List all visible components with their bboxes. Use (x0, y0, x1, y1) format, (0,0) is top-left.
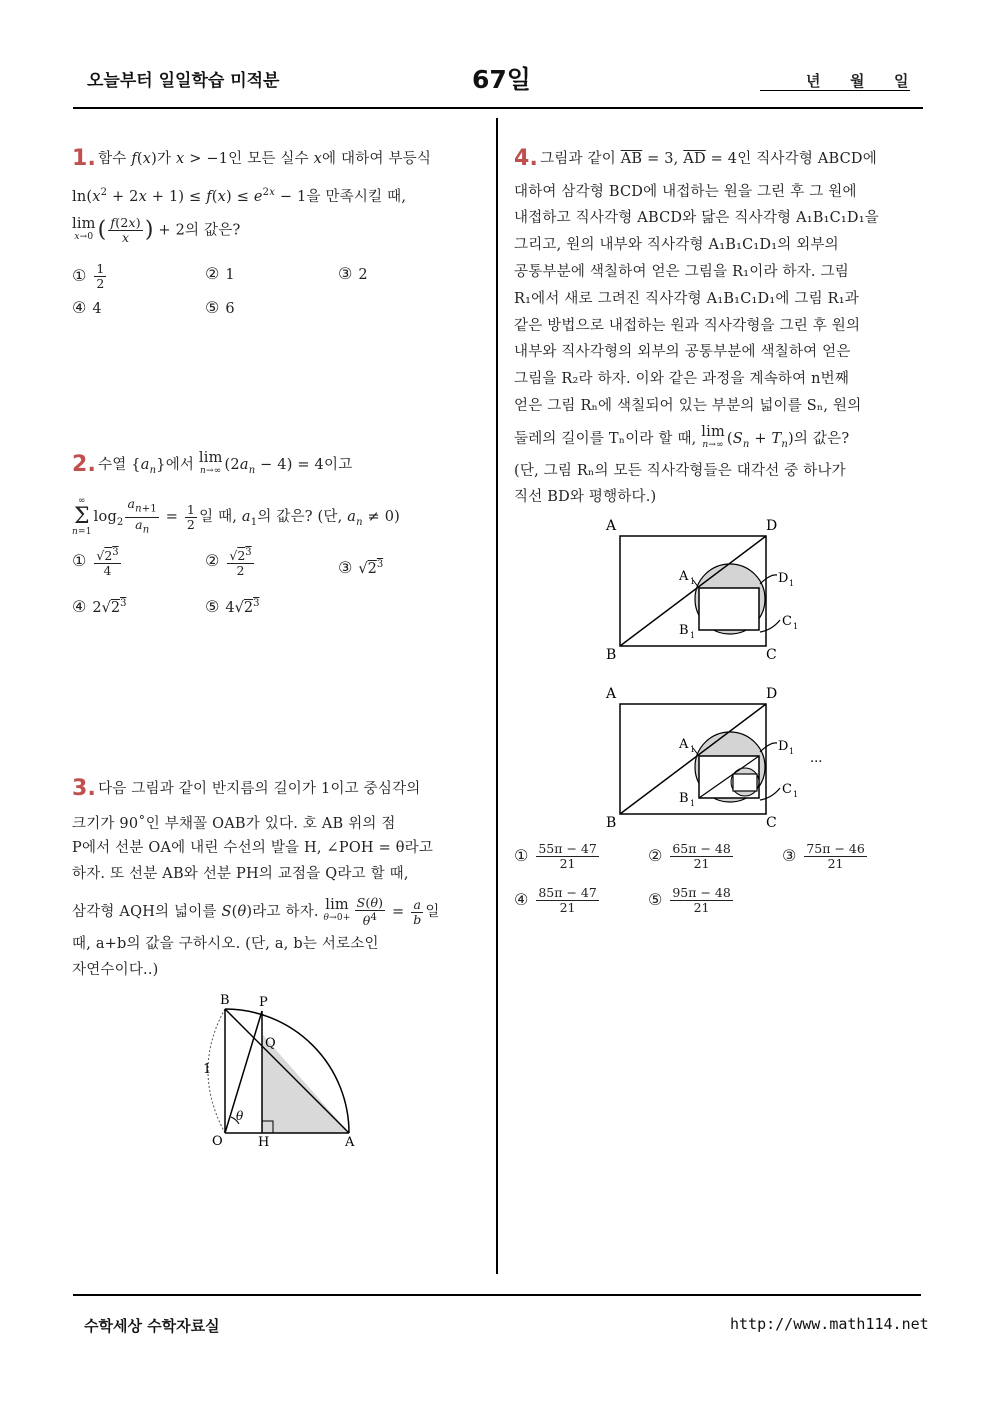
header-title: 오늘부터 일일학습 미적분 (87, 71, 280, 91)
choice-1[interactable]: ① $\frac{55\pi - 47}{21}$ (514, 841, 597, 871)
rect-a2b2c2d2 (733, 774, 757, 791)
svg-text:1: 1 (690, 631, 696, 640)
label-a: A (606, 518, 617, 534)
svg-text:1: 1 (789, 747, 795, 756)
label-q: Q (265, 1036, 276, 1051)
rect-a1b1c1d1 (699, 588, 759, 630)
choice-5[interactable]: ⑤ 6 (205, 298, 235, 317)
inequality: $\ln(x^2 + 2x + 1) \le f(x) \le e^{2x} - 1$을 만족시킬 때, (72, 187, 407, 205)
label-b: B (606, 815, 617, 831)
label-h: H (258, 1135, 270, 1150)
segment-op (225, 1011, 262, 1133)
label-a1: A (679, 569, 689, 584)
label-c: C (766, 647, 777, 663)
footer-rule (73, 1294, 921, 1296)
figure-r1 (600, 512, 810, 667)
svg-text:1: 1 (690, 745, 696, 754)
question-number: 3. (72, 776, 97, 801)
date-day-label: 일 (894, 72, 909, 90)
ellipsis: ... (810, 751, 823, 766)
limit-expression: 둘레의 길이를 Tₙ이라 할 때, lim n→∞ $(S_n + T_n)$의 값은? (514, 424, 850, 450)
choice-4[interactable]: ④ $2√2^3$ (72, 596, 127, 616)
label-a: A (606, 686, 617, 702)
svg-text:1: 1 (690, 577, 696, 586)
limit-expression: 삼각형 AQH의 넓이를 S(θ)라고 하자. lim θ→0+ $\frac{S(\theta)}{\theta^4}$ = $\frac{a}{b}$ 일 (72, 895, 440, 929)
label-o: O (212, 1134, 223, 1149)
label-a: A (345, 1135, 355, 1150)
svg-text:1: 1 (793, 790, 799, 799)
column-divider (496, 118, 498, 1274)
label-a1: A (679, 737, 689, 752)
label-c1: C (782, 782, 792, 797)
svg-text:1: 1 (690, 799, 696, 808)
question-number: 1. (72, 146, 97, 171)
footer-site-name: 수학세상 수학자료실 (84, 1317, 220, 1335)
label-one: 1 (203, 1062, 212, 1077)
svg-text:1: 1 (789, 579, 795, 588)
label-d1: D (778, 739, 789, 754)
date-field[interactable] (760, 70, 910, 91)
choice-5[interactable]: ⑤ $4√2^3$ (205, 596, 260, 616)
choice-4[interactable]: ④ $\frac{85\pi - 47}{21}$ (514, 885, 597, 915)
choice-2[interactable]: ② $\frac{65\pi - 48}{21}$ (648, 841, 731, 871)
choice-1[interactable]: ① $\frac{1}{2}$ (72, 261, 105, 291)
label-c: C (766, 815, 777, 831)
label-b: B (220, 993, 230, 1008)
label-b1: B (679, 623, 689, 638)
sector-figure (195, 990, 370, 1150)
choice-5[interactable]: ⑤ $\frac{95\pi - 48}{21}$ (648, 885, 731, 915)
choice-3[interactable]: ③ 2 (338, 264, 368, 283)
label-theta: θ (236, 1109, 244, 1123)
svg-text:1: 1 (793, 622, 799, 631)
limit-expression: lim x→0 ( $\frac{f(2x)}{x}$ ) + 2의 값은? (72, 215, 241, 245)
day-number: 67일 (472, 65, 531, 94)
label-d1: D (778, 571, 789, 586)
choice-4[interactable]: ④ 4 (72, 298, 102, 317)
series-expression: ∞ Σ n=1 $\log_2$ $\frac{a_{n+1}}{a_n}$ = $\frac{1}{2}$ 일 때, $a_1$의 값은? (단, $a_n \ne 0$) (72, 496, 401, 537)
label-c1: C (782, 614, 792, 629)
label-b: B (606, 647, 617, 663)
choice-3[interactable]: ③ $\frac{75\pi - 46}{21}$ (782, 841, 865, 871)
header-rule (73, 107, 923, 109)
question-number: 2. (72, 452, 97, 477)
label-b1: B (679, 791, 689, 806)
choice-1[interactable]: ① $\frac{√2^3}{4}$ (72, 547, 119, 579)
question-number: 4. (514, 146, 539, 171)
label-d: D (766, 518, 778, 534)
choice-3[interactable]: ③ $√2^3$ (338, 557, 384, 577)
date-month-label: 월 (850, 72, 865, 90)
choice-2[interactable]: ② $\frac{√2^3}{2}$ (205, 547, 252, 579)
date-year-label: 년 (806, 72, 821, 90)
label-p: P (259, 995, 268, 1010)
choice-2[interactable]: ② 1 (205, 264, 235, 283)
label-d: D (766, 686, 778, 702)
footer-url[interactable]: http://www.math114.net (730, 1315, 929, 1333)
figure-r2 (600, 680, 840, 835)
